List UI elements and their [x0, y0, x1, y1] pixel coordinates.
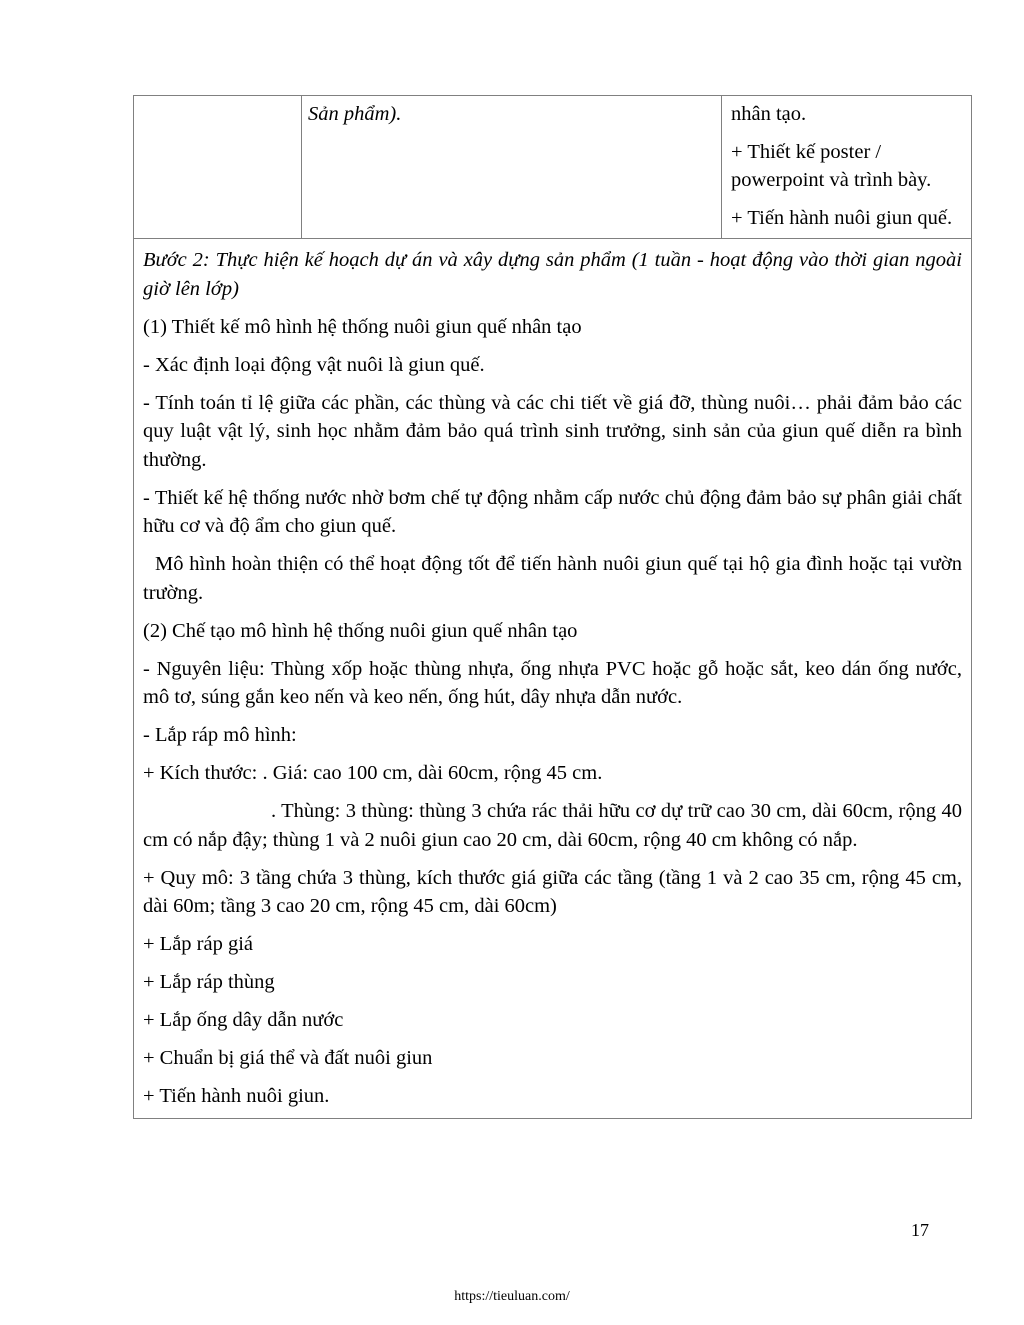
paragraph: + Quy mô: 3 tầng chứa 3 thùng, kích thước giá giữa các tầng (tầng 1 và 2 cao 35 cm, rộng 45 cm, dài 60m; tầng 3 cao 20 cm, rộng 45 cm, dài 60cm) — [143, 866, 962, 917]
task-line: + Tiến hành nuôi giun quế. — [731, 206, 953, 229]
table-row — [134, 239, 972, 1119]
paragraph: - Thiết kế hệ thống nước nhờ bơm chế tự động nhằm cấp nước chủ động đảm bảo sự phân giải chất hữu cơ và độ ẩm cho giun quế. — [143, 486, 962, 537]
paragraph: + Tiến hành nuôi giun. — [143, 1085, 330, 1107]
paragraph: + Chuẩn bị giá thể và đất nuôi giun — [143, 1047, 433, 1069]
table-cell-step2 — [134, 239, 972, 1119]
paragraph: - Nguyên liệu: Thùng xốp hoặc thùng nhựa, ống nhựa PVC hoặc gỗ hoặc sắt, keo dán ống nước, mô tơ, súng gắn keo nến và keo nến, ống hút, dây nhựa dẫn nước. — [143, 657, 962, 708]
paragraph: + Kích thước: . Giá: cao 100 cm, dài 60cm, rộng 45 cm. — [143, 762, 603, 784]
footer-url: https://tieuluan.com/ — [454, 1289, 570, 1304]
paragraph: + Lắp ráp thùng — [143, 971, 275, 993]
paragraph: - Xác định loại động vật nuôi là giun quế. — [143, 353, 485, 376]
paragraph: . Thùng: 3 thùng: thùng 3 chứa rác thải hữu cơ dự trữ cao 30 cm, dài 60cm, rộng 40 cm có nắp đậy; thùng 1 và 2 nuôi giun cao 20 cm, dài 60cm, rộng 40 cm không có nắp. — [143, 800, 962, 851]
step-heading: Bước 2: Thực hiện kế hoạch dự án và xây dựng sản phẩm (1 tuần - hoạt động vào thời gian ngoài giờ lên lớp) — [143, 249, 962, 300]
table-cell-empty — [134, 96, 302, 239]
task-line: nhân tạo. — [731, 103, 807, 125]
page-number: 17 — [911, 1220, 929, 1240]
task-line: + Thiết kế poster / powerpoint và trình bày. — [731, 140, 932, 191]
paragraph: (2) Chế tạo mô hình hệ thống nuôi giun quế nhân tạo — [143, 619, 578, 642]
paragraph: Mô hình hoàn thiện có thể hoạt động tốt để tiến hành nuôi giun quế tại hộ gia đình hoặc tại vườn trường. — [143, 553, 962, 604]
table-cell-activity — [302, 96, 722, 239]
product-text: Sản phẩm). — [308, 103, 402, 125]
paragraph: - Lắp ráp mô hình: — [143, 724, 297, 746]
paragraph: - Tính toán tỉ lệ giữa các phần, các thùng và các chi tiết về giá đỡ, thùng nuôi… phải đảm bảo các quy luật vật lý, sinh học nhằm đảm bảo quá trình sinh trưởng, sinh sản của giun quế diễn ra bình thường. — [143, 391, 962, 471]
paragraph: + Lắp ráp giá — [143, 933, 254, 955]
table-cell-tasks — [722, 96, 972, 239]
paragraph: (1) Thiết kế mô hình hệ thống nuôi giun quế nhân tạo — [143, 315, 582, 338]
table-row — [134, 96, 972, 239]
lesson-plan-table — [133, 95, 972, 1119]
paragraph: + Lắp ống dây dẫn nước — [143, 1009, 344, 1031]
